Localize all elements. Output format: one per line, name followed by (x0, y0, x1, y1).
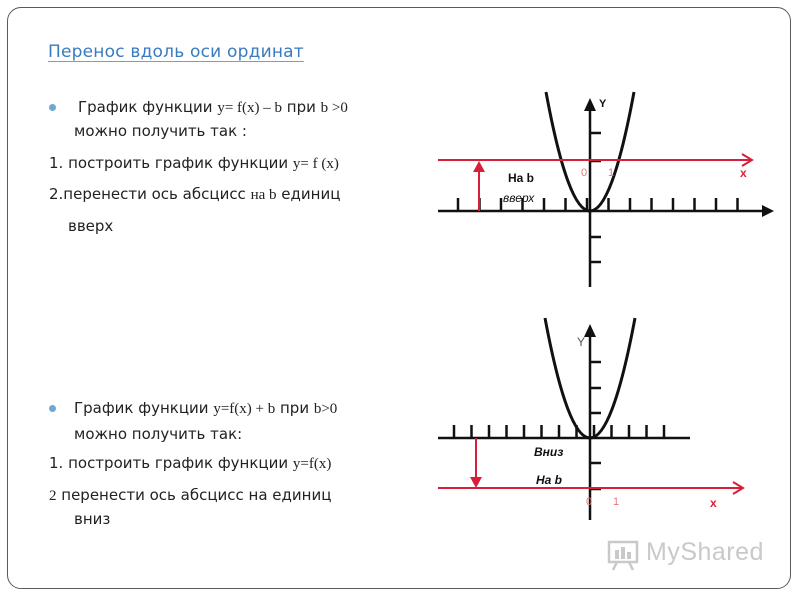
text: 2.перенести ось абсцисс (49, 185, 251, 203)
text: 1. построить график функции (49, 154, 293, 172)
text: на (250, 187, 270, 203)
top-line-2: можно получить так : (74, 122, 247, 140)
formula: y= f (x) (292, 156, 339, 172)
variable-b: b (269, 187, 277, 203)
slide-title: Перенос вдоль оси ординат (48, 42, 304, 62)
formula: y=f(x) + b (213, 401, 276, 417)
y-axis-label: Y (599, 98, 607, 110)
text: перенести ось абсцисс на единиц (56, 486, 332, 504)
text: при (275, 399, 314, 417)
text: единиц (276, 185, 341, 203)
origin-label: 0 (586, 496, 593, 508)
text: 1. построить график функции (49, 454, 293, 472)
text: при (282, 98, 321, 116)
bottom-line-2: можно получить так: (74, 425, 243, 443)
shift-arrow (470, 438, 482, 488)
x-axis-label: x (740, 166, 747, 180)
shift-label: На b (536, 473, 563, 487)
shift-direction: Вниз (534, 445, 564, 459)
x-axis-label: x (710, 496, 717, 510)
shift-direction: вверх (503, 191, 535, 205)
text: График функции (74, 399, 214, 417)
shift-label: На b (508, 171, 535, 185)
formula: y=f(x) (292, 456, 332, 472)
bottom-line-5: вниз (74, 510, 111, 528)
old-x-axis (438, 425, 690, 438)
text: График функции (78, 98, 218, 116)
formula: y= f(x) – b (217, 100, 283, 116)
top-line-5: вверх (68, 217, 114, 235)
condition: b >0 (320, 100, 348, 116)
y-axis-label: Y (577, 335, 586, 349)
condition: b>0 (313, 401, 338, 417)
unit-label: 1 (608, 167, 615, 179)
step-number: 2 (49, 488, 57, 504)
watermark-logo: MyShared (646, 538, 764, 566)
y-axis (584, 324, 601, 520)
origin-label: 0 (581, 167, 588, 179)
unit-label: 1 (613, 496, 620, 508)
